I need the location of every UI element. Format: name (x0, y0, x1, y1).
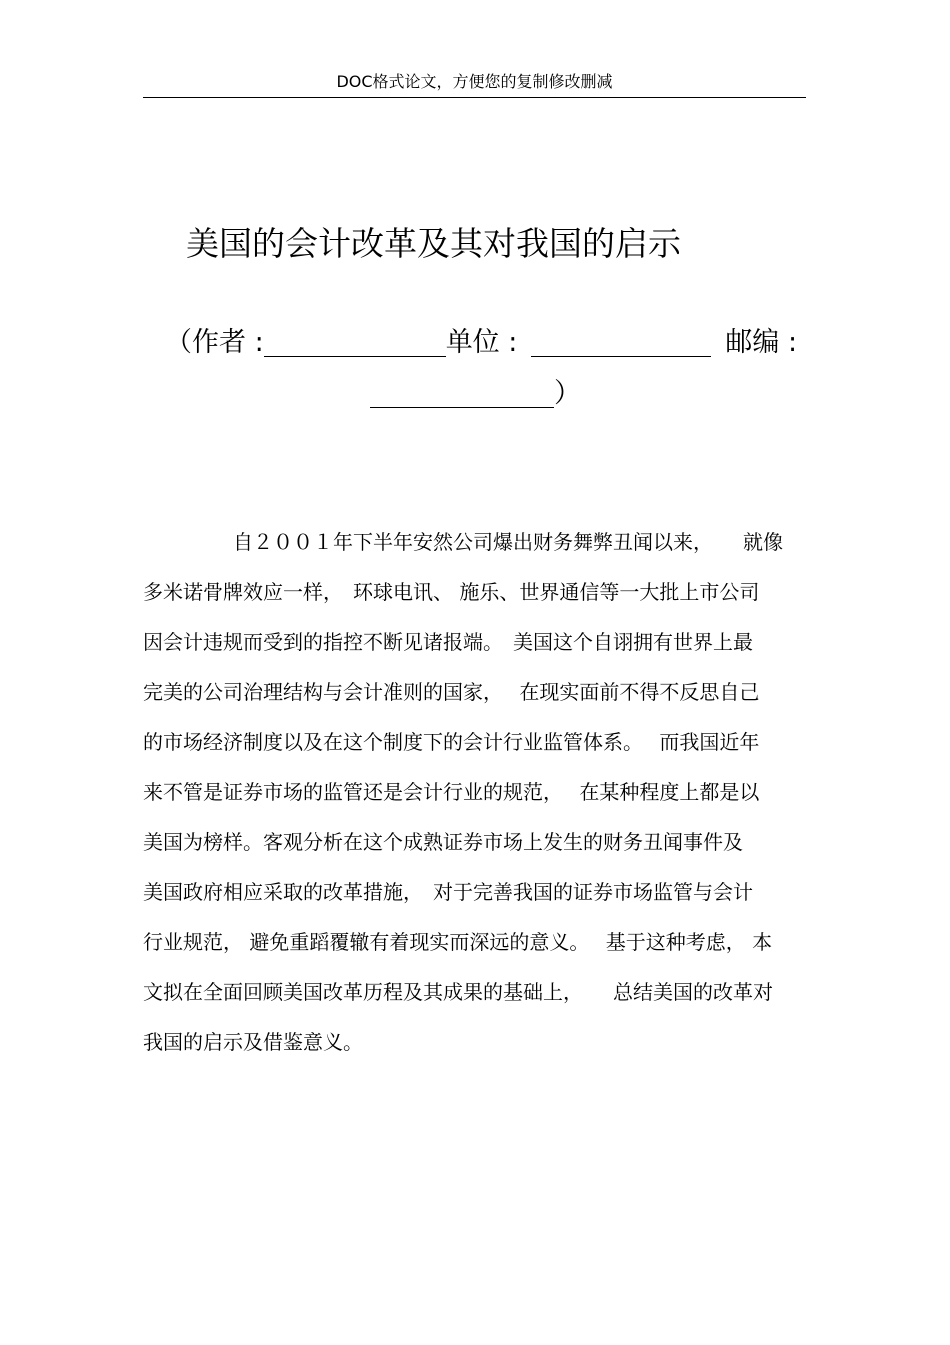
page-header (143, 70, 806, 98)
body-line: 美国为榜样。客观分析在这个成熟证券市场上发生的财务丑闻事件及 (143, 830, 743, 854)
body-line: 我国的启示及借鉴意义。 (143, 1030, 363, 1054)
body-line: 行业规范， 避免重蹈覆辙有着现实而深远的意义。 基于这种考虑， 本 (143, 930, 773, 954)
close-paren: ） (554, 378, 581, 409)
body-line: 来不管是证券市场的监管还是会计行业的规范， 在某种程度上都是以 (143, 780, 760, 804)
body-line: 文拟在全面回顾美国改革历程及其成果的基础上， 总结美国的改革对 (143, 980, 773, 1004)
postcode-label: 邮编 : (725, 327, 798, 358)
body-line: 因会计违规而受到的指控不断见诸报端。 美国这个自诩拥有世界上最 (143, 630, 753, 654)
body-line: 完美的公司治理结构与会计准则的国家， 在现实面前不得不反思自己 (143, 680, 760, 704)
unit-label: 单位 : (445, 327, 518, 358)
unit-blank-field (531, 326, 711, 357)
body-line: 自２００１年下半年安然公司爆出财务舞弊丑闻以来， 就像 (233, 530, 783, 554)
document-title: 美国的会计改革及其对我国的启示 (186, 224, 681, 263)
author-info-line (165, 322, 805, 364)
header-text: DOC格式论文，方便您的复制修改删减 (336, 72, 613, 91)
body-line: 的市场经济制度以及在这个制度下的会计行业监管体系。 而我国近年 (143, 730, 760, 754)
body-line: 多米诺骨牌效应一样， 环球电讯、 施乐、世界通信等一大批上市公司 (143, 580, 760, 604)
body-paragraph (143, 522, 808, 1072)
open-paren: （ (165, 327, 192, 358)
body-line: 美国政府相应采取的改革措施， 对于完善我国的证券市场监管与会计 (143, 880, 753, 904)
author-label: 作者 : (192, 327, 264, 358)
author-blank-field (264, 326, 446, 357)
postcode-blank-field (370, 377, 554, 408)
author-info-line-2 (370, 373, 581, 415)
